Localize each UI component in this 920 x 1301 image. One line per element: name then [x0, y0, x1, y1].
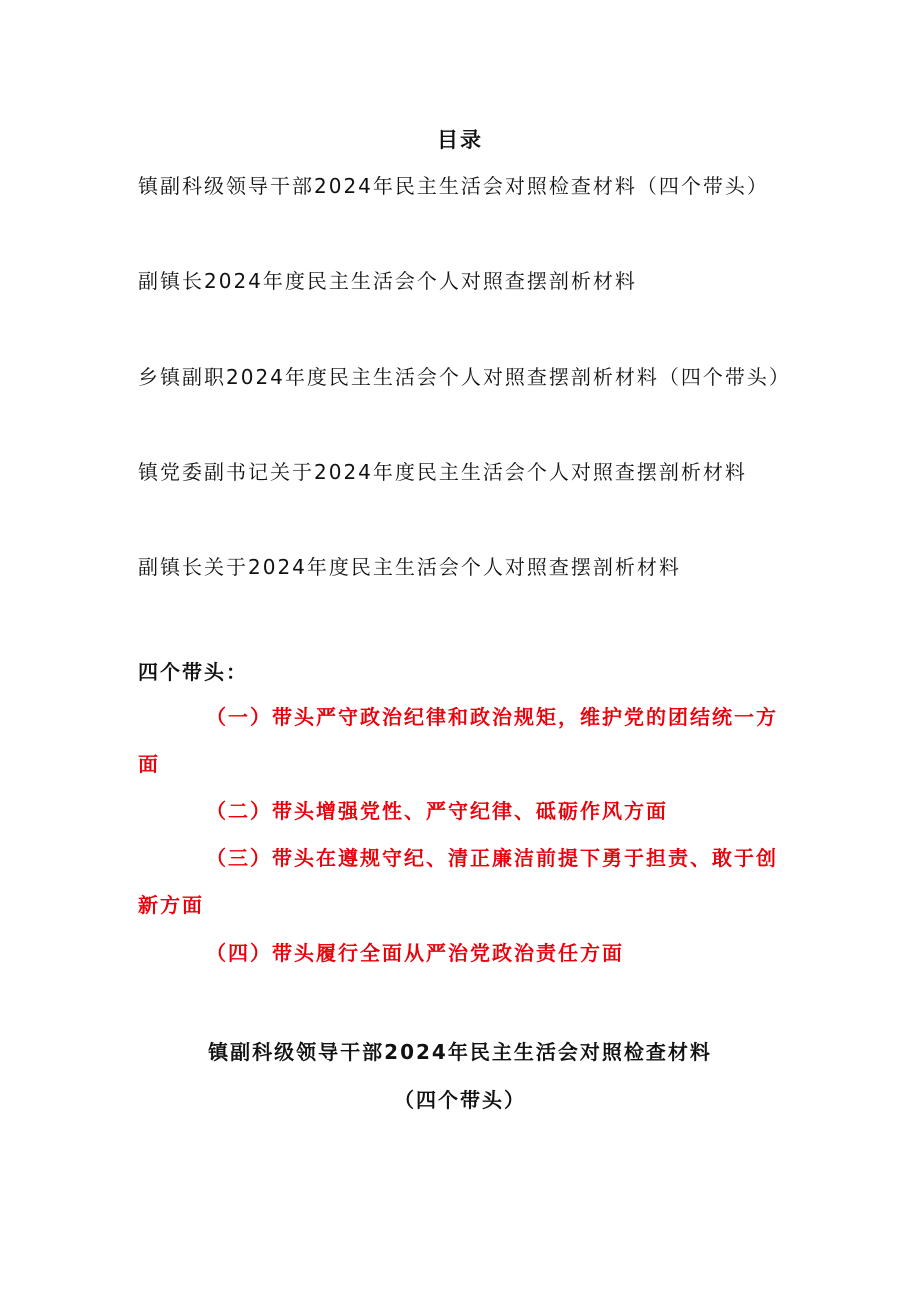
toc-item-4: 镇党委副书记关于2024年度民主生活会个人对照查摆剖析材料 — [138, 460, 747, 484]
toc-item-2: 副镇长2024年度民主生活会个人对照查摆剖析材料 — [138, 269, 637, 293]
four-heads-label: 四个带头： — [138, 660, 248, 684]
four-heads-item-1: （一）带头严守政治纪律和政治规矩，维护党的团结统一方面 — [138, 705, 778, 776]
toc-item-3: 乡镇副职2024年度民主生活会个人对照查摆剖析材料（四个带头） — [138, 365, 791, 389]
four-heads-item-2: （二）带头增强党性、严守纪律、砥砺作风方面 — [206, 799, 668, 823]
document-title: 镇副科级领导干部2024年民主生活会对照检查材料 — [208, 1040, 712, 1064]
four-heads-item-3: （三）带头在遵规守纪、清正廉洁前提下勇于担责、敢于创新方面 — [138, 846, 778, 917]
toc-item-5: 副镇长关于2024年度民主生活会个人对照查摆剖析材料 — [138, 555, 681, 579]
document-subtitle: （四个带头） — [394, 1088, 526, 1112]
four-heads-item-4: （四）带头履行全面从严治党政治责任方面 — [206, 941, 624, 965]
toc-title: 目录 — [437, 128, 483, 152]
toc-item-1: 镇副科级领导干部2024年民主生活会对照检查材料（四个带头） — [138, 174, 769, 198]
